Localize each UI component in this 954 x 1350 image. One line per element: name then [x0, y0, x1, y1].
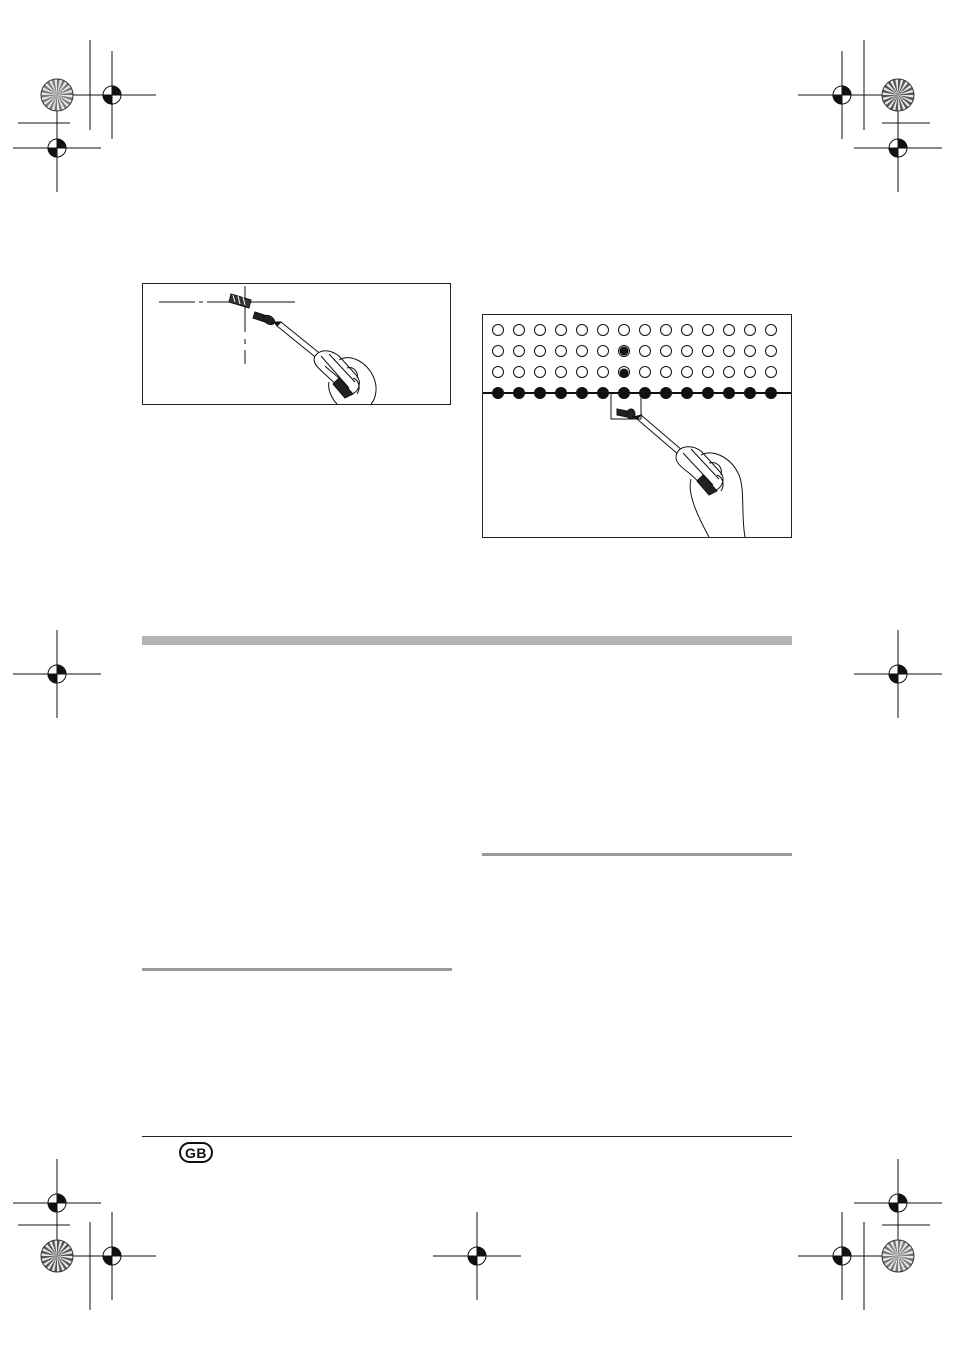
panel-hole [745, 346, 756, 357]
panel-hole [640, 367, 651, 378]
crosshair-target-icon [798, 1212, 886, 1300]
starburst-calibration-icon [41, 79, 73, 111]
language-badge: GB [179, 1142, 213, 1163]
panel-hole [745, 367, 756, 378]
panel-hole [619, 325, 630, 336]
panel-hole [766, 346, 777, 357]
subsection-rule-left [142, 968, 452, 971]
panel-hole [703, 346, 714, 357]
panel-hole [661, 346, 672, 357]
panel-hole [514, 367, 525, 378]
crosshair-target-icon [433, 1212, 521, 1300]
panel-hole [556, 346, 567, 357]
figure-perforated-panel [482, 314, 792, 538]
panel-hole [703, 367, 714, 378]
starburst-calibration-icon [41, 1240, 73, 1272]
panel-hole [598, 346, 609, 357]
panel-hole [766, 367, 777, 378]
panel-hole [598, 325, 609, 336]
crosshair-target-icon [798, 51, 886, 139]
panel-hole [724, 325, 735, 336]
section-divider-rule [142, 636, 792, 645]
panel-hole [661, 367, 672, 378]
panel-illustration [483, 315, 791, 537]
panel-hole [493, 367, 504, 378]
panel-hole [577, 346, 588, 357]
footer-rule [142, 1136, 792, 1137]
panel-hole [577, 367, 588, 378]
panel-hole [514, 346, 525, 357]
crosshair-target-icon [854, 104, 942, 192]
panel-hole [682, 367, 693, 378]
panel-hole [535, 367, 546, 378]
crosshair-target-icon [13, 630, 101, 718]
crosshair-target-icon [854, 630, 942, 718]
panel-hole [493, 325, 504, 336]
panel-hole [703, 325, 714, 336]
starburst-calibration-icon [882, 1240, 914, 1272]
panel-hole [745, 325, 756, 336]
crosshair-target-icon [854, 1159, 942, 1247]
panel-hole [682, 346, 693, 357]
crosshair-target-icon [68, 1212, 156, 1300]
crosshair-target-icon [13, 104, 101, 192]
figure-wall-plug-screw [142, 283, 451, 405]
crosshair-target-icon [13, 1159, 101, 1247]
panel-hole [766, 325, 777, 336]
panel-hole [640, 325, 651, 336]
panel-hole [598, 367, 609, 378]
crosshair-target-icon [68, 51, 156, 139]
panel-hole [640, 346, 651, 357]
panel-hole [535, 346, 546, 357]
panel-hole [514, 325, 525, 336]
panel-hole [661, 325, 672, 336]
subsection-rule-right [482, 853, 792, 856]
panel-hole [493, 346, 504, 357]
panel-hole [577, 325, 588, 336]
panel-hole [724, 346, 735, 357]
panel-hole [556, 367, 567, 378]
panel-hole [724, 367, 735, 378]
panel-hole [535, 325, 546, 336]
screwdriver-illustration [143, 284, 450, 404]
panel-hole [682, 325, 693, 336]
panel-hole [556, 325, 567, 336]
starburst-calibration-icon [882, 79, 914, 111]
